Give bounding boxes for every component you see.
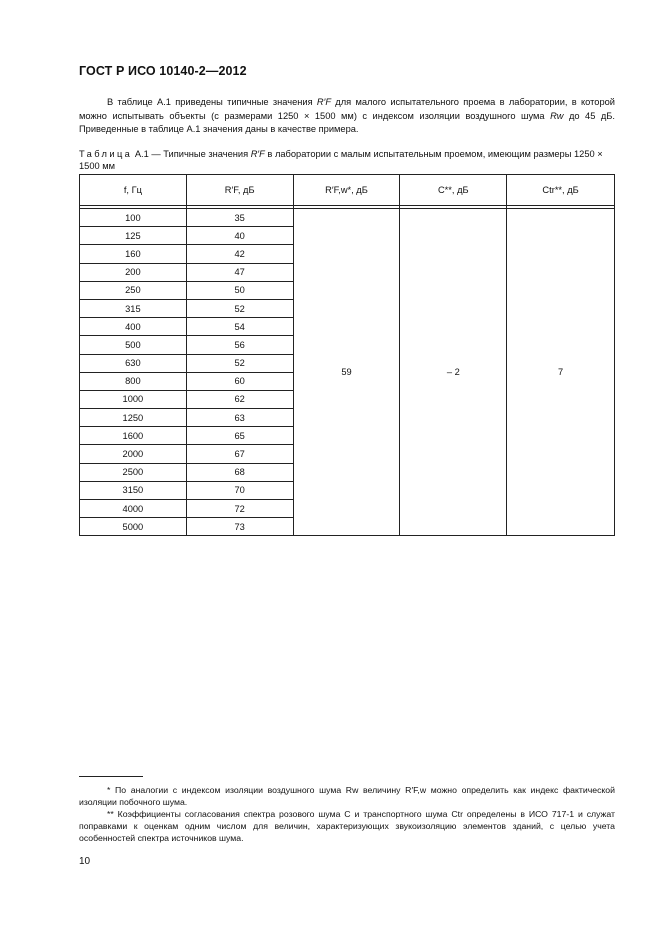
footnote-2-text: ** Коэффициенты согласования спектра розового шума C и транспортного шума Ctr определены в ИСО 717-1 и служат поправками к оценкам одним числом для величин, характеризующих звукоизоляцию элементов зданий, с целью учета особенностей спектра источников шума. (79, 809, 615, 843)
caption-text-1: А.1 — Типичные значения (132, 149, 251, 159)
frequency-cell: 200 (80, 263, 187, 281)
rf-cell: 72 (186, 500, 293, 518)
rf-cell: 67 (186, 445, 293, 463)
frequency-cell: 100 (80, 209, 187, 227)
footnote-1 (79, 784, 615, 808)
intro-text-3: до 45 дБ. Приведенные в таблице А.1 значения даны в качестве примера. (79, 110, 615, 134)
header-rfw: R′F,w*, дБ (293, 175, 400, 206)
frequency-cell: 500 (80, 336, 187, 354)
values-table (79, 174, 615, 536)
rf-cell: 40 (186, 227, 293, 245)
rf-cell: 52 (186, 354, 293, 372)
rf-cell: 56 (186, 336, 293, 354)
page-number: 10 (79, 856, 91, 867)
rf-cell: 65 (186, 427, 293, 445)
caption-text-2: в лаборатории с малым испытательным проемом, имеющим размеры 1250 × 1500 мм (79, 149, 603, 171)
header-ctr: Ctr**, дБ (507, 175, 615, 206)
intro-var-rw: Rw (550, 110, 564, 121)
intro-text-1: В таблице А.1 приведены типичные значения (107, 97, 317, 107)
rf-cell: 73 (186, 518, 293, 536)
caption-prefix: Таблица (79, 149, 133, 159)
intro-paragraph (79, 96, 615, 137)
frequency-cell: 5000 (80, 518, 187, 536)
frequency-cell: 1000 (80, 390, 187, 408)
merged-c-cell: – 2 (400, 209, 507, 536)
frequency-cell: 4000 (80, 500, 187, 518)
table-header-row (80, 175, 615, 206)
frequency-cell: 125 (80, 227, 187, 245)
frequency-cell: 315 (80, 299, 187, 317)
rf-cell: 47 (186, 263, 293, 281)
intro-var-rf: R′F (316, 97, 332, 107)
header-c: C**, дБ (400, 175, 507, 206)
header-frequency: f, Гц (80, 175, 187, 206)
rf-cell: 68 (186, 463, 293, 481)
caption-var: R′F (250, 149, 265, 159)
rf-cell: 50 (186, 281, 293, 299)
footnote-2 (79, 808, 615, 844)
frequency-cell: 3150 (80, 481, 187, 499)
intro-text-2: для малого испытательного проема в лаборатории, в которой можно испытывать объекты (с размерами 1250 × 1500 мм) с индексом изоляции воздушного шума (79, 97, 615, 121)
rf-cell: 42 (186, 245, 293, 263)
frequency-cell: 2500 (80, 463, 187, 481)
rf-cell: 60 (186, 372, 293, 390)
rf-cell: 35 (186, 209, 293, 227)
footnote-separator (79, 776, 143, 777)
rf-cell: 54 (186, 318, 293, 336)
header-rf: R′F, дБ (186, 175, 293, 206)
footnote-1-text: * По аналогии с индексом изоляции воздушного шума Rw величину R′F,w можно определить как индекс фактической изоляции побочного шума. (79, 785, 615, 807)
table-row (80, 209, 615, 227)
frequency-cell: 630 (80, 354, 187, 372)
rf-cell: 62 (186, 390, 293, 408)
table-caption (79, 148, 615, 172)
merged-rfw-cell: 59 (293, 209, 400, 536)
rf-cell: 63 (186, 409, 293, 427)
frequency-cell: 1250 (80, 409, 187, 427)
rf-cell: 52 (186, 299, 293, 317)
frequency-cell: 2000 (80, 445, 187, 463)
frequency-cell: 800 (80, 372, 187, 390)
frequency-cell: 160 (80, 245, 187, 263)
merged-ctr-cell: 7 (507, 209, 615, 536)
rf-cell: 70 (186, 481, 293, 499)
frequency-cell: 250 (80, 281, 187, 299)
document-header: ГОСТ Р ИСО 10140-2—2012 (79, 64, 247, 78)
frequency-cell: 400 (80, 318, 187, 336)
frequency-cell: 1600 (80, 427, 187, 445)
